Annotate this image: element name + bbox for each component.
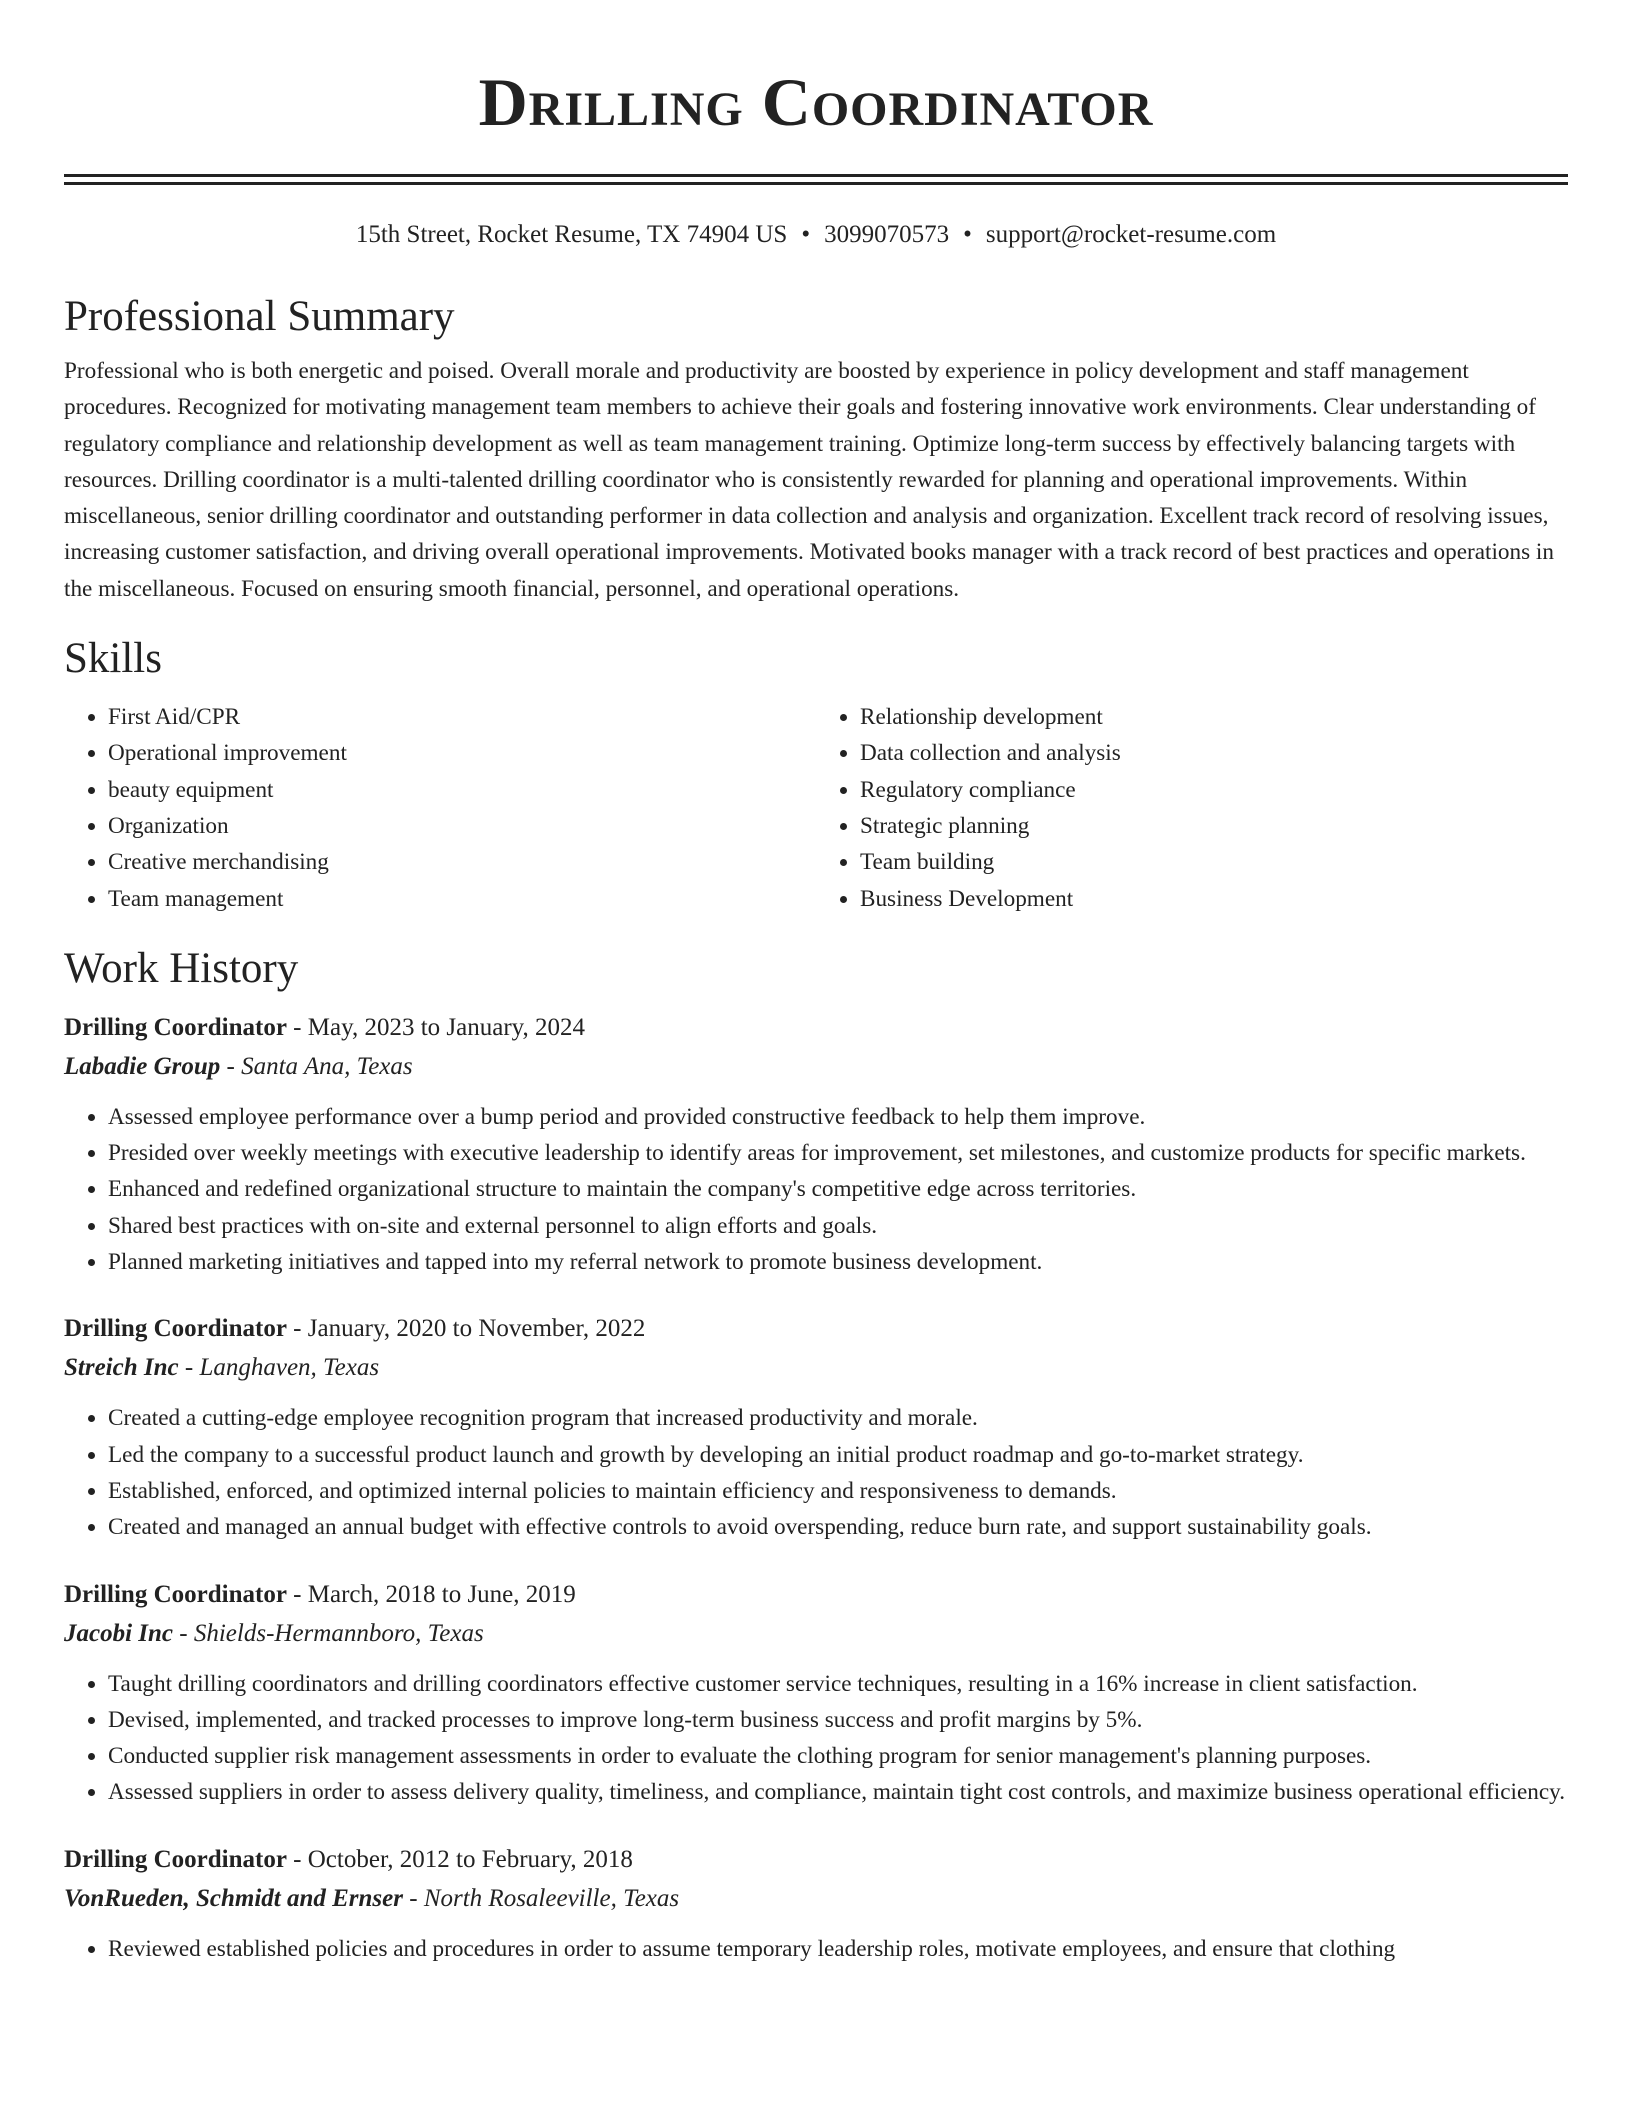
job-bullet: • Led the company to a successful product launch and growth by developing an initial product roadmap and go-to-market strategy.: [108, 1437, 1568, 1473]
job-title-line: Drilling Coordinator - October, 2012 to February, 2018: [64, 1845, 633, 1873]
job-bullets: [64, 1931, 1568, 1967]
skill-item: • Business Development: [860, 881, 1568, 917]
job-bullet: • Created a cutting-edge employee recognition program that increased productivity and morale.: [108, 1400, 1568, 1436]
title-divider-thin: [64, 182, 1568, 185]
title-divider-thick: [64, 174, 1568, 177]
job-bullet: • Assessed employee performance over a bump period and provided constructive feedback to help them improve.: [108, 1099, 1568, 1135]
job-bullets: [64, 1400, 1568, 1545]
skills-list-right: [816, 699, 1568, 917]
summary-text: Professional who is both energetic and poised. Overall morale and productivity are boosted by experience in policy development and staff management procedures. Recognized for motivating management team members to achieve their goals and fostering innovative work environments. Clear understanding of regulatory compliance and relationship development as well as team management training. Optimize long-term success by effectively balancing targets with resources. Drilling coordinator is a multi-talented drilling coordinator who is consistently rewarded for planning and operational improvements. Within miscellaneous, senior drilling coordinator and outstanding performer in data collection and analysis and organization. Excellent track record of resolving issues, increasing customer satisfaction, and driving overall operational improvements. Motivated books manager with a track record of best practices and operations in the miscellaneous. Focused on ensuring smooth financial, personnel, and operational operations.: [64, 358, 1554, 602]
job-dates: January, 2020 to November, 2022: [307, 1315, 646, 1343]
skill-item: • Team building: [860, 844, 1568, 880]
skill-item: • beauty equipment: [108, 772, 816, 808]
skill-item: • Data collection and analysis: [860, 735, 1568, 771]
employer-name: Labadie Group: [64, 1052, 221, 1080]
job-title: Drilling Coordinator: [64, 1845, 287, 1873]
employer-name: VonRueden, Schmidt and Ernser: [64, 1884, 403, 1912]
employer-line: VonRueden, Schmidt and Ernser - North Rosaleeville, Texas: [64, 1884, 680, 1912]
job-entry: [64, 1009, 1568, 1280]
employer-location: North Rosaleeville, Texas: [423, 1884, 680, 1912]
work-history-heading: Work History: [64, 944, 299, 992]
skill-item: • Regulatory compliance: [860, 772, 1568, 808]
job-title: Drilling Coordinator: [64, 1580, 287, 1608]
skill-item: • First Aid/CPR: [108, 699, 816, 735]
job-bullet: • Assessed suppliers in order to assess delivery quality, timeliness, and compliance, maintain tight cost controls, and maximize business operational efficiency.: [108, 1774, 1568, 1810]
contact-address: 15th Street, Rocket Resume, TX 74904 US: [355, 221, 788, 248]
skill-item: • Strategic planning: [860, 808, 1568, 844]
skills-columns: [64, 699, 1568, 917]
job-title-line: Drilling Coordinator - May, 2023 to January, 2024: [64, 1013, 586, 1041]
job-bullet: • Presided over weekly meetings with executive leadership to identify areas for improvement, set milestones, and customize products for specific markets.: [108, 1135, 1568, 1171]
employer-line: Jacobi Inc - Shields-Hermannboro, Texas: [64, 1619, 484, 1647]
employer-location: Santa Ana, Texas: [241, 1052, 413, 1080]
job-bullets: [64, 1099, 1568, 1280]
contact-separator: •: [963, 221, 972, 248]
employer-line: Streich Inc - Langhaven, Texas: [64, 1354, 380, 1382]
job-bullet: • Shared best practices with on-site and external personnel to align efforts and goals.: [108, 1208, 1568, 1244]
skill-item: • Relationship development: [860, 699, 1568, 735]
job-bullet: • Taught drilling coordinators and drilling coordinators effective customer service techniques, resulting in a 16% increase in client satisfaction.: [108, 1666, 1568, 1702]
employer-name: Streich Inc: [64, 1354, 179, 1382]
job-dates: May, 2023 to January, 2024: [307, 1013, 586, 1041]
job-bullet: • Conducted supplier risk management assessments in order to evaluate the clothing program for senior management's planning purposes.: [108, 1738, 1568, 1774]
job-entry: [64, 1310, 1568, 1545]
summary-heading: Professional Summary: [64, 293, 455, 340]
job-title: Drilling Coordinator: [64, 1013, 287, 1041]
skill-item: • Creative merchandising: [108, 844, 816, 880]
employer-location: Shields-Hermannboro, Texas: [193, 1619, 484, 1647]
job-title-line: Drilling Coordinator - January, 2020 to November, 2022: [64, 1315, 646, 1343]
job-bullet: • Reviewed established policies and procedures in order to assume temporary leadership roles, motivate employees, and ensure that clothing: [108, 1931, 1568, 1967]
contact-separator: •: [801, 221, 811, 248]
employer-name: Jacobi Inc: [64, 1619, 174, 1647]
job-entry: [64, 1841, 1568, 1967]
page-title: Drilling Coordinator: [478, 64, 1154, 140]
job-dates: March, 2018 to June, 2019: [307, 1580, 576, 1608]
job-bullet: • Created and managed an annual budget with effective controls to avoid overspending, reduce burn rate, and support sustainability goals.: [108, 1509, 1568, 1545]
job-bullet: • Devised, implemented, and tracked processes to improve long-term business success and profit margins by 5%.: [108, 1702, 1568, 1738]
contact-line: [64, 219, 1568, 251]
skill-item: • Team management: [108, 881, 816, 917]
employer-location: Langhaven, Texas: [199, 1354, 380, 1382]
skills-list-left: [64, 699, 816, 917]
employer-line: Labadie Group - Santa Ana, Texas: [64, 1052, 413, 1080]
job-title: Drilling Coordinator: [64, 1315, 287, 1343]
contact-email[interactable]: support@rocket-resume.com: [985, 221, 1277, 248]
job-entry: [64, 1576, 1568, 1811]
job-dates: October, 2012 to February, 2018: [307, 1845, 633, 1873]
contact-phone: 3099070573: [824, 221, 950, 248]
skill-item: • Operational improvement: [108, 735, 816, 771]
skill-item: • Organization: [108, 808, 816, 844]
job-title-line: Drilling Coordinator - March, 2018 to June, 2019: [64, 1580, 576, 1608]
job-bullet: • Established, enforced, and optimized internal policies to maintain efficiency and responsiveness to demands.: [108, 1473, 1568, 1509]
skills-heading: Skills: [64, 635, 162, 683]
job-bullet: • Enhanced and redefined organizational structure to maintain the company's competitive edge across territories.: [108, 1171, 1568, 1207]
job-bullet: • Planned marketing initiatives and tapped into my referral network to promote business development.: [108, 1244, 1568, 1280]
job-bullets: [64, 1666, 1568, 1811]
